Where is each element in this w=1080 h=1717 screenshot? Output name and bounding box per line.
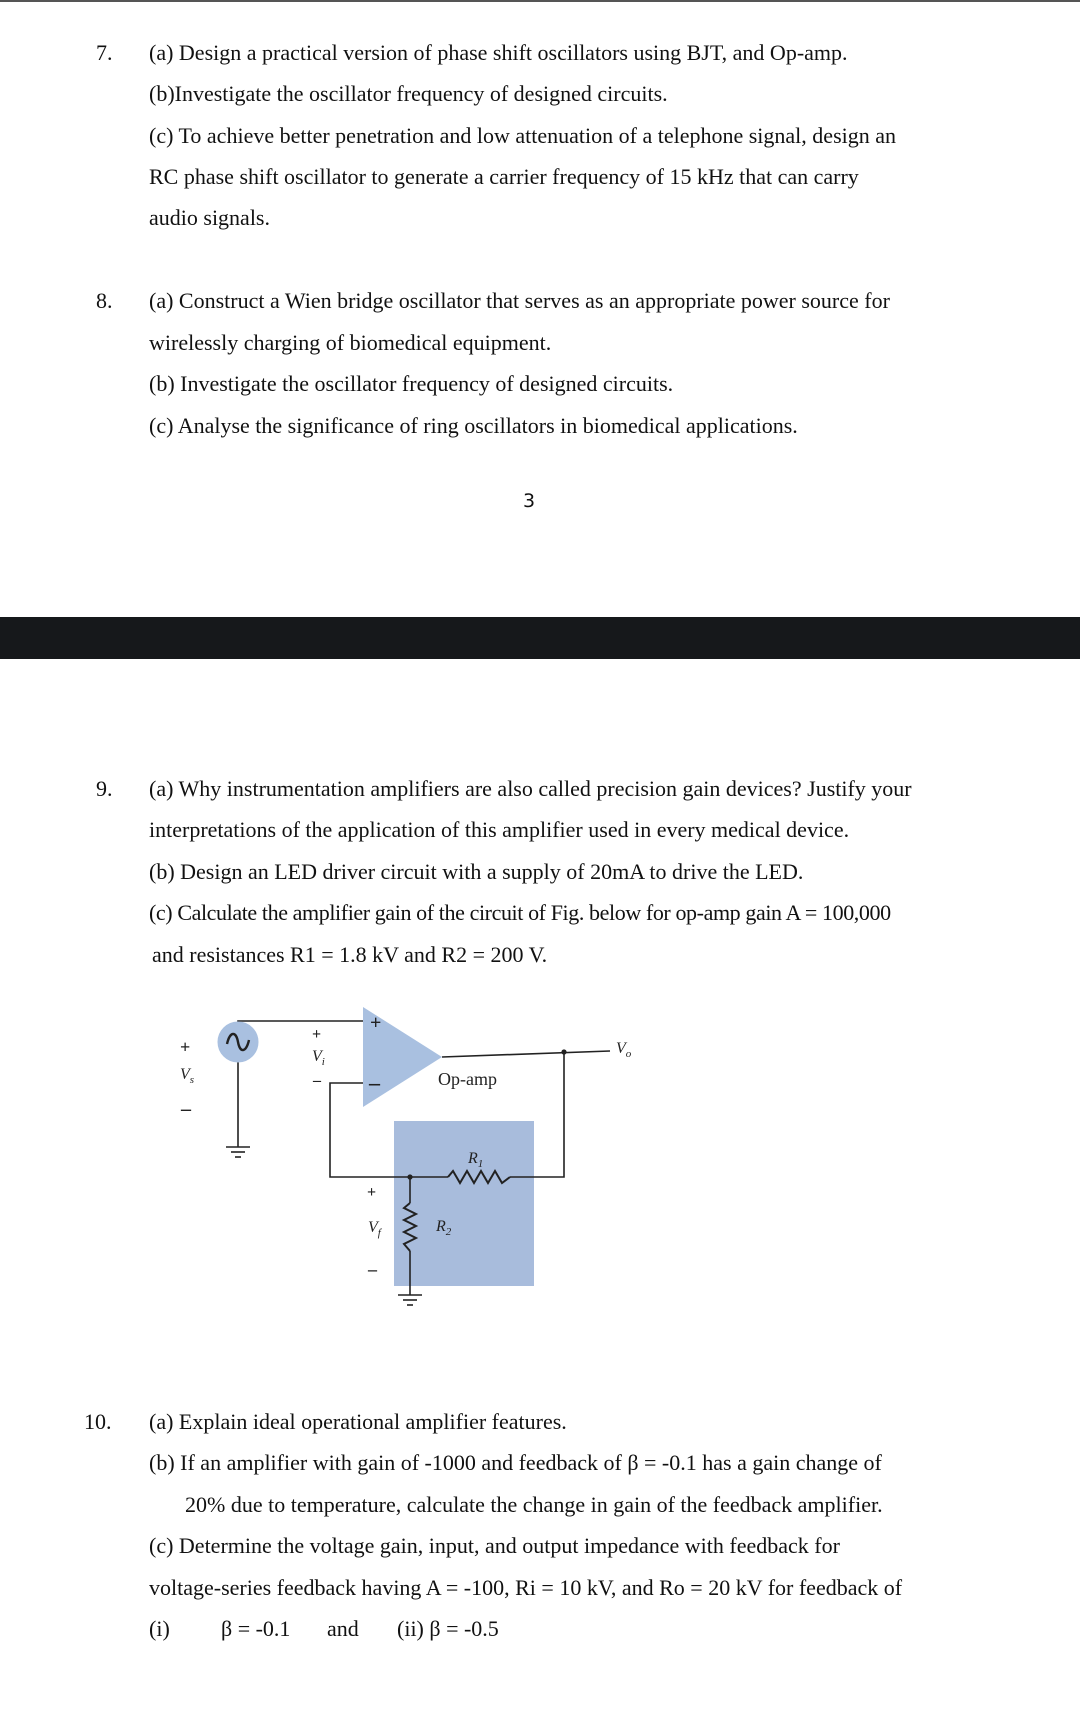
vs-minus-sign: – xyxy=(181,1098,191,1120)
opamp-feedback-circuit-figure xyxy=(170,995,650,1335)
question-line: (a) Construct a Wien bridge oscillator that serves as an appropriate power source for xyxy=(149,288,890,313)
question-number: 7. xyxy=(96,40,113,65)
question-line: and xyxy=(327,1616,359,1641)
question-line: (b) If an amplifier with gain of -1000 and feedback of β = -0.1 has a gain change of xyxy=(149,1450,882,1475)
feedback-node-dot xyxy=(407,1174,412,1179)
question-line: (c) To achieve better penetration and low attenuation of a telephone signal, design an xyxy=(149,123,897,148)
vo-label xyxy=(616,1040,632,1060)
vs-label xyxy=(180,1066,194,1086)
question-number: 9. xyxy=(96,776,113,801)
vf-label xyxy=(368,1219,383,1239)
output-node-dot xyxy=(561,1049,566,1054)
question-line: (b)Investigate the oscillator frequency of designed circuits. xyxy=(149,81,668,106)
vo-label-sub: o xyxy=(625,1048,632,1060)
question-line: (i) xyxy=(149,1616,170,1641)
vf-minus-sign: – xyxy=(368,1259,377,1279)
question-line: interpretations of the application of this amplifier used in every medical device. xyxy=(149,817,850,842)
opamp-minus-sign: – xyxy=(369,1070,380,1095)
question-line: voltage-series feedback having A = -100, Ri = 10 kV, and Ro = 20 kV for feedback of xyxy=(149,1575,903,1600)
r2-label-main: R xyxy=(436,1218,446,1235)
vf-label-main: V xyxy=(368,1219,378,1236)
output-wire xyxy=(442,1051,610,1057)
question-line: (c) Determine the voltage gain, input, and output impedance with feedback for xyxy=(149,1533,840,1558)
question-line: (c) Calculate the amplifier gain of the circuit of Fig. below for op-amp gain A = 100,000 xyxy=(149,900,891,925)
r2-label-sub: 2 xyxy=(445,1226,452,1238)
question-number: 10. xyxy=(84,1409,112,1434)
question-line: (a) Explain ideal operational amplifier features. xyxy=(149,1409,567,1434)
ground-symbol-r2 xyxy=(398,1295,422,1305)
opamp-plus-sign: + xyxy=(370,1012,382,1034)
vi-label-main: V xyxy=(312,1048,322,1065)
opamp-label: Op-amp xyxy=(438,1069,497,1089)
vs-plus-sign: + xyxy=(180,1037,191,1057)
input-wire xyxy=(238,1021,363,1026)
ground-symbol-source xyxy=(226,1147,250,1157)
question-line: (a) Design a practical version of phase shift oscillators using BJT, and Op-amp. xyxy=(149,40,848,65)
feedback-network-block xyxy=(394,1121,534,1286)
vi-minus-sign: – xyxy=(313,1072,321,1089)
question-line: (ii) β = -0.5 xyxy=(397,1616,499,1641)
question-line: and resistances R1 = 1.8 kV and R2 = 200 V. xyxy=(152,942,548,967)
vi-label-sub: i xyxy=(321,1056,325,1068)
vi-plus-sign: + xyxy=(312,1026,322,1043)
question-line: (c) Analyse the significance of ring oscillators in biomedical applications. xyxy=(149,413,798,438)
vf-plus-sign: + xyxy=(367,1184,377,1201)
question-line: wirelessly charging of biomedical equipment. xyxy=(149,330,552,355)
top-rule xyxy=(0,0,1080,2)
question-line: β = -0.1 xyxy=(221,1616,291,1641)
question-line: 20% due to temperature, calculate the change in gain of the feedback amplifier. xyxy=(185,1492,883,1517)
vf-label-sub: f xyxy=(377,1227,381,1239)
vs-label-sub: s xyxy=(189,1074,195,1086)
question-line: RC phase shift oscillator to generate a carrier frequency of 15 kHz that can carry xyxy=(149,164,859,189)
question-line: (a) Why instrumentation amplifiers are also called precision gain devices? Justify your xyxy=(149,776,912,801)
question-line: (b) Design an LED driver circuit with a supply of 20mA to drive the LED. xyxy=(149,859,804,884)
vs-label-main: V xyxy=(180,1066,190,1083)
vi-label xyxy=(312,1048,325,1068)
question-line: (b) Investigate the oscillator frequency of designed circuits. xyxy=(149,371,674,396)
r1-label-sub: 1 xyxy=(477,1158,484,1170)
page-break-band xyxy=(0,617,1080,659)
r1-label-main: R xyxy=(468,1150,478,1167)
page-number: 3 xyxy=(522,490,536,512)
question-line: audio signals. xyxy=(149,205,270,230)
question-number: 8. xyxy=(96,288,113,313)
vo-label-main: V xyxy=(616,1040,626,1057)
